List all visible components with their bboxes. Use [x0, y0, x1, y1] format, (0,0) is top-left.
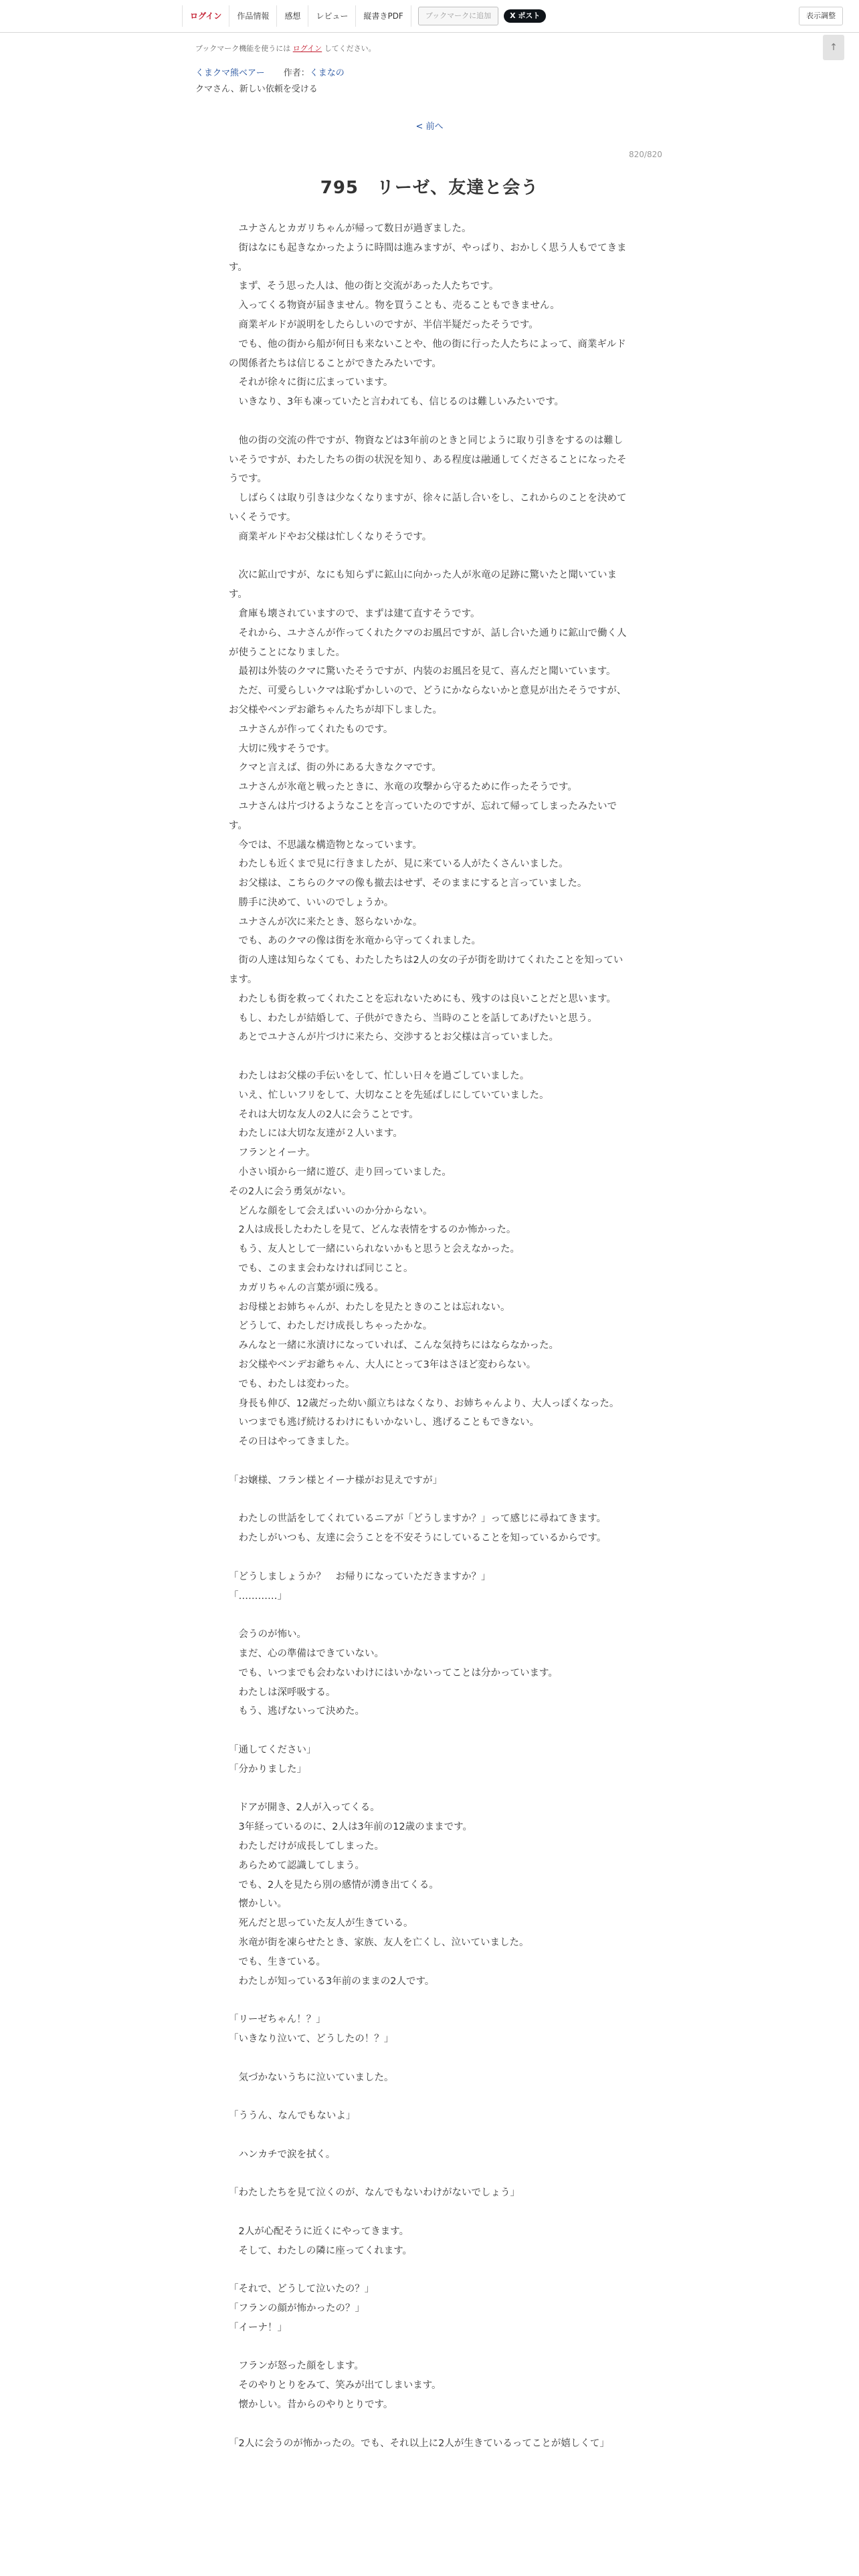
body-paragraph: 「…………」 [229, 1590, 287, 1602]
body-paragraph: 倉庫も壊されていますので、まずは建て直すそうです。 [229, 608, 480, 619]
body-paragraph: クマと言えば、街の外にある大きなクマです。 [229, 762, 442, 774]
body-paragraph: 2人が心配そうに近くにやってきます。 [229, 2226, 409, 2237]
body-paragraph: 「わたしたちを見て泣くのが、なんでもないわけがないでしょう」 [229, 2187, 520, 2199]
body-paragraph: わたしも街を救ってくれたことを忘れないためにも、残すのは良いことだと思います。 [229, 993, 616, 1004]
body-paragraph [229, 1780, 628, 1799]
body-paragraph: 「フランの顔が怖かったの？」 [229, 2303, 365, 2315]
body-paragraph: ユナさんが次に来たとき、怒らないかな。 [229, 916, 423, 928]
body-paragraph: その日はやってきました。 [229, 1436, 355, 1448]
body-paragraph: お父様は、こちらのクマの像も撤去はせず、そのままにすると言っていました。 [229, 878, 587, 889]
body-paragraph: 懐かしい。昔からのやりとりです。 [229, 2399, 393, 2411]
body-paragraph: 身長も伸び、12歳だった幼い顔立ちはなくなり、お姉ちゃんより、大人っぽくなった。 [229, 1398, 619, 1409]
body-paragraph: 「ううん、なんでもないよ」 [229, 2111, 356, 2122]
body-paragraph [229, 1548, 628, 1568]
body-paragraph: わたしには大切な友達が２人います。 [229, 1128, 403, 1140]
body-paragraph: でも、このまま会わなければ同じこと。 [229, 1263, 413, 1275]
bookmark-login-notice [195, 43, 376, 53]
impressions-link[interactable]: 感想 [277, 5, 308, 27]
body-paragraph: 「リーゼちゃん！？」 [229, 2014, 326, 2026]
body-paragraph [229, 2338, 628, 2357]
chapter-subtitle: クマさん、新しい依頼を受ける [195, 84, 318, 94]
author-label: 作者： [283, 68, 310, 78]
body-paragraph: 今では、不思議な構造物となっています。 [229, 839, 422, 851]
page-counter: 820/820 [629, 150, 662, 159]
vertical-pdf-link[interactable]: 縦書きPDF [356, 5, 411, 27]
body-paragraph [229, 2087, 628, 2107]
body-paragraph: 「それで、どうして泣いたの？」 [229, 2284, 375, 2295]
body-paragraph: みんなと一緒に氷漬けになっていれば、こんな気持ちにはならなかった。 [229, 1340, 559, 1352]
body-paragraph: いつまでも逃げ続けるわけにもいかないし、逃げることもできない。 [229, 1417, 539, 1428]
body-paragraph [229, 2415, 628, 2434]
body-paragraph: 会うのが怖い。 [229, 1629, 306, 1640]
body-paragraph: 「イーナ！」 [229, 2322, 287, 2333]
body-paragraph [229, 1991, 628, 2010]
body-paragraph: 商業ギルドが説明をしたらしいのですが、半信半疑だったそうです。 [229, 319, 539, 330]
body-paragraph: 死んだと思っていた友人が生きている。 [229, 1918, 413, 1929]
body-paragraph: でも、あのクマの像は街を氷竜から守ってくれました。 [229, 936, 481, 947]
body-paragraph: いきなり、3年も凍っていたと言われても、信じるのは難しいみたいです。 [229, 397, 565, 408]
body-paragraph: まだ、心の準備はできていない。 [229, 1648, 384, 1659]
body-paragraph: もう、友人として一緒にいられないかもと思うと会えなかった。 [229, 1244, 520, 1255]
body-paragraph: 勝手に決めて、いいのでしょうか。 [229, 897, 394, 908]
body-paragraph: 入ってくる物資が届きません。物を買うことも、売ることもできません。 [229, 300, 560, 312]
body-paragraph: ドアが開き、2人が入ってくる。 [229, 1802, 380, 1814]
body-paragraph: フランとイーナ。 [229, 1148, 316, 1159]
body-paragraph: ハンカチで涙を拭く。 [229, 2149, 336, 2160]
body-paragraph [229, 2164, 628, 2183]
review-link[interactable]: レビュー [308, 5, 356, 27]
body-paragraph: 「2人に会うのが怖かったの。でも、それ以上に2人が生きているってことが嬉しくて」 [229, 2438, 609, 2449]
body-paragraph: もう、逃げないって決めた。 [229, 1706, 365, 1717]
body-paragraph: 「どうしましょうか？ お帰りになっていただきますか？」 [229, 1571, 491, 1582]
body-paragraph: わたしの世話をしてくれているニアが「どうしますか？」って感じに尋ねてきます。 [229, 1513, 606, 1525]
body-paragraph: しばらくは取り引きは少なくなりますが、徐々に話し合いをし、これからのことを決めていくそうです。 [229, 493, 627, 523]
body-paragraph: ただ、可愛らしいクマは恥ずかしいので、どうにかならないかと意見が出たそうですが、お父様やベンデお爺ちゃんたちが却下しました。 [229, 685, 627, 716]
body-paragraph: 大切に残すそうです。 [229, 743, 335, 754]
body-paragraph: わたしだけが成長してしまった。 [229, 1840, 384, 1852]
body-paragraph [229, 547, 628, 566]
body-paragraph [229, 1721, 628, 1741]
body-paragraph: でも、いつまでも会わないわけにはいかないってことは分かっています。 [229, 1667, 558, 1679]
body-paragraph: 「通してください」 [229, 1744, 316, 1755]
body-paragraph: ユナさんが作ってくれたものです。 [229, 724, 393, 735]
body-paragraph: 他の街の交流の件ですが、物資などは3年前のときと同じように取り引きをするのは難しいそうですが、わたしたちの街の状況を知り、ある程度は融通してくださることになったそうです。 [229, 435, 627, 485]
work-info-link[interactable]: 作品情報 [229, 5, 277, 27]
novel-body [229, 219, 628, 2453]
body-paragraph: まず、そう思った人は、他の街と交流があった人たちです。 [229, 281, 499, 292]
body-paragraph: 3年経っているのに、2人は3年前の12歳のままです。 [229, 1822, 472, 1833]
body-paragraph [229, 2126, 628, 2145]
body-paragraph: でも、他の街から船が何日も来ないことや、他の街に行った人たちによって、商業ギルドの関係者たちは信じることができたみたいです。 [229, 338, 626, 369]
body-paragraph: 気づかないうちに泣いていました。 [229, 2072, 394, 2083]
body-paragraph: カガリちゃんの言葉が頭に残る。 [229, 1282, 384, 1293]
display-settings-button[interactable]: 表示調整 [799, 7, 843, 25]
body-paragraph: でも、2人を見たら別の感情が湧き出てくる。 [229, 1879, 439, 1891]
body-paragraph: 2人は成長したわたしを見て、どんな表情をするのか怖かった。 [229, 1224, 516, 1236]
author-link[interactable]: くまなの [309, 68, 345, 78]
body-paragraph: ユナさんが氷竜と戦ったときに、氷竜の攻撃から守るために作ったそうです。 [229, 782, 577, 793]
body-paragraph: 最初は外装のクマに驚いたそうですが、内装のお風呂を見て、喜んだと聞いています。 [229, 666, 616, 677]
body-paragraph: わたしがいつも、友達に会うことを不安そうにしていることを知っているからです。 [229, 1533, 607, 1544]
body-paragraph: あらためて認識してしまう。 [229, 1860, 365, 1871]
episode-title: 795 リーゼ、友達と会う [320, 178, 539, 198]
body-paragraph: ユナさんとカガリちゃんが帰って数日が過ぎました。 [229, 223, 472, 234]
body-paragraph: お母様とお姉ちゃんが、わたしを見たときのことは忘れない。 [229, 1301, 510, 1313]
body-paragraph: お父様やベンデお爺ちゃん、大人にとって3年はさほど変わらない。 [229, 1360, 537, 1371]
body-paragraph: それが徐々に街に広まっています。 [229, 377, 393, 389]
body-paragraph [229, 1452, 628, 1471]
series-title-link[interactable]: くまクマ熊ベアー [195, 68, 265, 78]
notice-text-after: してください。 [324, 44, 376, 53]
body-paragraph: その2人に会う勇気がない。 [229, 1186, 352, 1197]
body-paragraph: 街の人達は知らなくても、わたしたちは2人の女の子が街を助けてくれたことを知っています。 [229, 955, 624, 986]
body-paragraph: 「お嬢様、フラン様とイーナ様がお見えですが」 [229, 1475, 442, 1486]
body-paragraph [229, 1047, 628, 1067]
body-paragraph: わたしはお父様の手伝いをして、忙しい日々を過ごしていました。 [229, 1071, 530, 1082]
x-post-button[interactable]: X ポスト [504, 9, 546, 23]
body-paragraph: 氷竜が街を凍らせたとき、家族、友人を亡くし、泣いていました。 [229, 1937, 529, 1948]
body-paragraph [229, 412, 628, 431]
body-paragraph: ユナさんは片づけるようなことを言っていたのですが、忘れて帰ってしまったみたいです。 [229, 800, 617, 831]
notice-text-before: ブックマーク機能を使うには [195, 44, 291, 53]
body-paragraph: どうして、わたしだけ成長しちゃったかな。 [229, 1321, 433, 1332]
body-paragraph: どんな顔をして会えばいいのか分からない。 [229, 1205, 433, 1216]
body-paragraph [229, 1491, 628, 1510]
body-paragraph: でも、生きている。 [229, 1956, 326, 1967]
body-paragraph: もし、わたしが結婚して、子供ができたら、当時のことを話してあげたいと思う。 [229, 1012, 597, 1024]
scroll-top-button[interactable] [823, 35, 844, 60]
prev-page-link[interactable]: < 前へ [415, 122, 444, 132]
body-paragraph: 「いきなり泣いて、どうしたの！？」 [229, 2033, 394, 2044]
body-paragraph: フランが怒った顔をします。 [229, 2361, 364, 2372]
body-paragraph: 「分かりました」 [229, 1763, 306, 1775]
top-navigation-bar [0, 0, 859, 33]
top-nav [182, 5, 546, 27]
body-paragraph [229, 2260, 628, 2280]
body-paragraph: それから、ユナさんが作ってくれたクマのお風呂ですが、話し合いた通りに鉱山で働く人が使うことになりました。 [229, 627, 627, 658]
arrow-up-icon: ↑ [830, 42, 838, 53]
body-paragraph [229, 2203, 628, 2222]
series-info [195, 66, 345, 78]
body-paragraph: 商業ギルドやお父様は忙しくなりそうです。 [229, 531, 432, 542]
body-paragraph: わたしも近くまで見に行きましたが、見に来ている人がたくさんいました。 [229, 859, 569, 870]
notice-login-link[interactable]: ログイン [292, 44, 322, 53]
body-paragraph: そのやりとりをみて、笑みが出てしまいます。 [229, 2380, 442, 2391]
body-paragraph: わたしは深呼吸する。 [229, 1687, 336, 1698]
body-paragraph: でも、わたしは変わった。 [229, 1378, 355, 1390]
body-paragraph: 懐かしい。 [229, 1899, 287, 1910]
body-paragraph: 小さい頃から一緒に遊び、走り回っていました。 [229, 1167, 452, 1178]
body-paragraph: 次に鉱山ですが、なにも知らずに鉱山に向かった人が氷竜の足跡に驚いたと聞いています。 [229, 570, 617, 601]
add-bookmark-button[interactable]: ブックマークに追加 [418, 7, 498, 25]
body-paragraph [229, 2049, 628, 2068]
body-paragraph: わたしが知っている3年前のままの2人です。 [229, 1975, 435, 1987]
login-link[interactable]: ログイン [183, 5, 229, 27]
body-paragraph [229, 1606, 628, 1625]
body-paragraph: それは大切な友人の2人に会うことです。 [229, 1109, 419, 1120]
body-paragraph: いえ、忙しいフリをして、大切なことを先延ばしにしていていました。 [229, 1089, 549, 1101]
body-paragraph: 街はなにも起きなかったように時間は進みますが、やっぱり、おかしく思う人もでてきます。 [229, 242, 627, 273]
body-paragraph: そして、わたしの隣に座ってくれます。 [229, 2245, 413, 2256]
body-paragraph: あとでユナさんが片づけに来たら、交渉するとお父様は言っていました。 [229, 1032, 559, 1043]
